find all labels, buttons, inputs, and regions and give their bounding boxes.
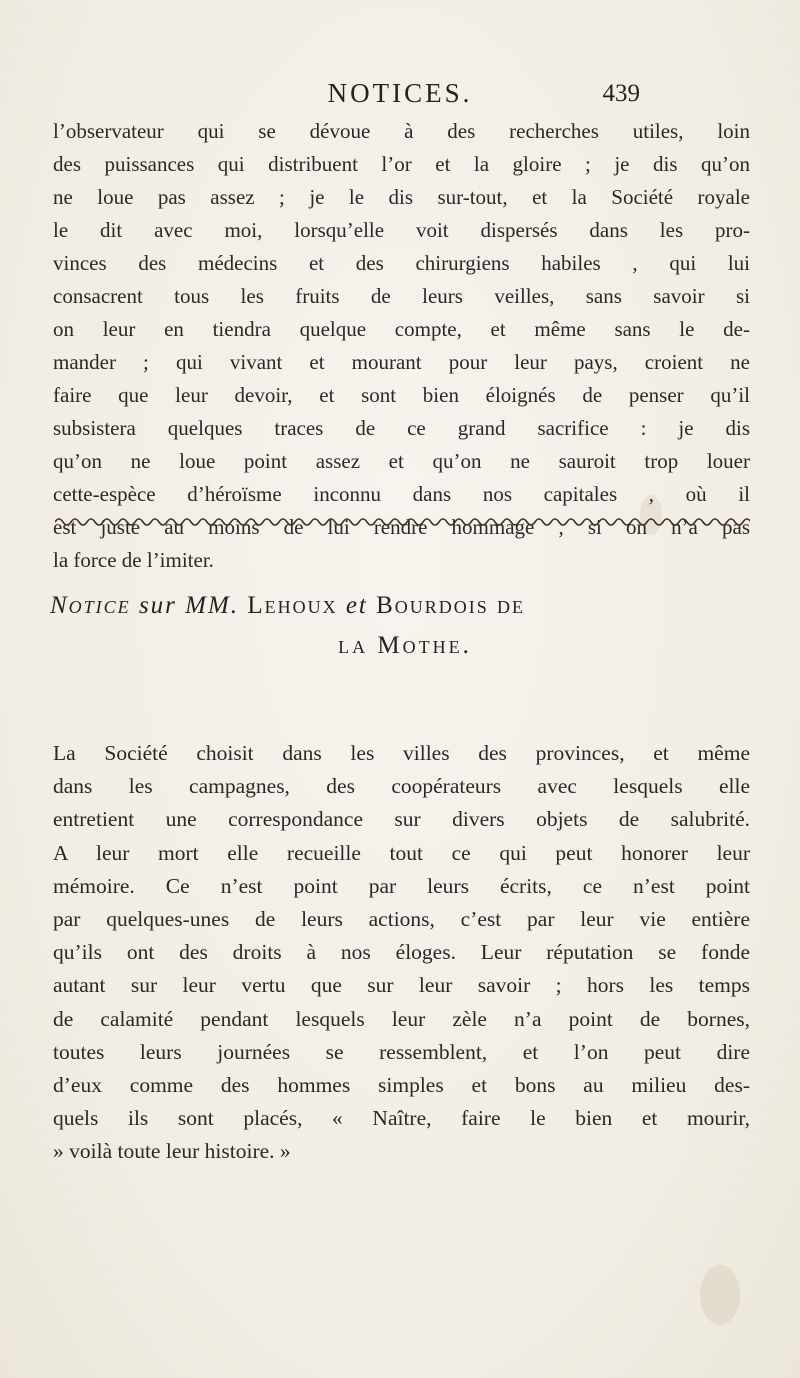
name-lehoux: Lehoux [247, 592, 338, 619]
text-line: A leur mort elle recueille tout ce qui peut honorer leur [53, 840, 750, 865]
text-line: le dit avec moi, lorsqu’elle voit dispersés dans les pro- [53, 218, 750, 242]
text-line: » voilà toute leur histoire. » [53, 1139, 291, 1164]
text-line: la force de l’imiter. [53, 548, 214, 572]
text-line: l’observateur qui se dévoue à des recherches utiles, loin [53, 119, 750, 143]
text-line: d’eux comme des hommes simples et bons au milieu des- [53, 1072, 750, 1097]
text-line: qu’ils ont des droits à nos éloges. Leur réputation se fonde [53, 940, 750, 965]
text-line: ne loue pas assez ; je le dis sur-tout, et la Société royale [53, 185, 750, 209]
notice-heading-line-2: la Mothe. [338, 632, 472, 659]
text-line: mémoire. Ce n’est point par leurs écrits, ce n’est point [53, 873, 750, 898]
text-line: faire que leur devoir, et sont bien éloignés de penser qu’il [53, 383, 750, 407]
text-line: consacrent tous les fruits de leurs veilles, sans savoir si [53, 284, 750, 308]
notice-heading-line-1 [50, 586, 760, 626]
paragraph-2 [53, 737, 750, 1168]
text-line: des puissances qui distribuent l’or et la gloire ; je dis qu’on [53, 152, 750, 176]
running-title: NOTICES. [327, 78, 473, 108]
text-line: dans les campagnes, des coopérateurs avec lesquels elle [53, 774, 750, 799]
wavy-rule-ornament [55, 512, 750, 532]
text-line: mander ; qui vivant et mourant pour leur pays, croient ne [53, 350, 750, 374]
text-line: subsistera quelques traces de ce grand sacrifice : je dis [53, 416, 750, 440]
notice-heading [50, 586, 760, 666]
et-word: et [345, 592, 368, 619]
text-line: qu’on ne loue point assez et qu’on ne sauroit trop louer [53, 449, 750, 473]
name-bourdois: Bourdois de [376, 592, 526, 619]
text-line: de calamité pendant lesquels leur zèle n’a point de bornes, [53, 1006, 750, 1031]
paragraph-1 [53, 115, 750, 577]
text-line: vinces des médecins et des chirurgiens habiles , qui lui [53, 251, 750, 275]
text-line: on leur en tiendra quelque compte, et même sans le de- [53, 317, 750, 341]
notice-word: Notice [50, 592, 131, 619]
text-line: quels ils sont placés, « Naître, faire le bien et mourir, [53, 1106, 750, 1131]
mm-word: MM. [185, 592, 240, 619]
text-line: toutes leurs journées se ressemblent, et l’on peut dire [53, 1039, 750, 1064]
paper-stain [700, 1265, 740, 1325]
text-line: est juste au moins de lui rendre hommage , si on n’a pas [53, 515, 750, 539]
text-line: cette-espèce d’héroïsme inconnu dans nos capitales , où il [53, 482, 750, 506]
text-line-dropcap: La Société choisit dans les villes des provinces, et même [53, 741, 750, 765]
sur-word: sur [138, 592, 177, 619]
text-line: autant sur leur vertu que sur leur savoir ; hors les temps [53, 973, 750, 998]
running-head [0, 78, 800, 118]
text-line: par quelques-unes de leurs actions, c’est par leur vie entière [53, 906, 750, 931]
text-line: entretient une correspondance sur divers objets de salubrité. [53, 807, 750, 832]
page-number: 439 [602, 80, 640, 107]
